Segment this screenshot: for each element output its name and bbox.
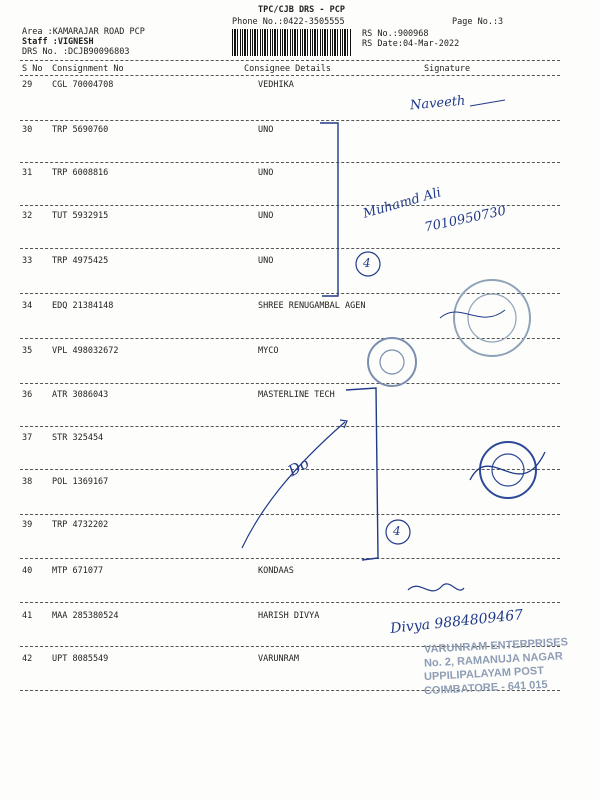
row-sno: 32 [22, 211, 33, 221]
row-sno: 29 [22, 80, 33, 90]
signature-divya: Divya 9884809467 [389, 607, 524, 637]
row-consignee: KONDAAS [258, 566, 294, 576]
masterline-stamp-inner [492, 454, 524, 486]
col-signature: Signature [424, 64, 471, 74]
rs-date: RS Date:04-Mar-2022 [362, 39, 460, 49]
row-sno: 39 [22, 520, 33, 530]
row-consignee: UNO [258, 256, 274, 266]
col-consignment: Consignment No [52, 64, 124, 74]
row-consignment: TRP 4732202 [52, 520, 109, 530]
row-consignee: HARISH DIVYA [258, 611, 320, 621]
drs-number: DRS No. :DCJB90096803 [22, 47, 130, 57]
masterline-stamp-icon [480, 442, 536, 498]
row-consignment: STR 325454 [52, 433, 104, 443]
row-consignment: POL 1369167 [52, 477, 109, 487]
row-consignment: TRP 5690760 [52, 125, 109, 135]
rs-number: RS No.:900968 [362, 29, 429, 39]
row-consignment: MAA 285380524 [52, 611, 119, 621]
area-label: Area :KAMARAJAR ROAD PCP [22, 27, 145, 37]
phone-uno: 7010950730 [423, 203, 508, 236]
page-number: Page No.:3 [452, 17, 504, 27]
myco-stamp-icon [368, 338, 416, 386]
bracket-line [320, 123, 338, 296]
row-sno: 40 [22, 566, 33, 576]
col-sno: S No [22, 64, 43, 74]
ditto-mark: Do [284, 453, 313, 481]
row-consignment: UPT 8085549 [52, 654, 109, 664]
signature-underline [470, 100, 505, 106]
row-sno: 36 [22, 390, 33, 400]
signature-naveeth: Naveeth [409, 93, 467, 114]
row-consignment: TUT 5932915 [52, 211, 109, 221]
signature-uno: Muhamd Ali [361, 185, 443, 222]
row-consignment: VPL 498032672 [52, 346, 119, 356]
row-consignee: UNO [258, 168, 274, 178]
phone-number: Phone No.:0422-3505555 [232, 17, 345, 27]
myco-stamp-inner [380, 350, 404, 374]
row-sno: 34 [22, 301, 33, 311]
bracket-line [346, 388, 378, 560]
stamp-line-1: VARUNRAM ENTERPRISES [423, 636, 569, 656]
row-consignment: CGL 70004708 [52, 80, 114, 90]
row-consignee: UNO [258, 211, 274, 221]
row-sno: 38 [22, 477, 33, 487]
row-sno: 41 [22, 611, 33, 621]
row-consignment: EDQ 21384148 [52, 301, 114, 311]
stamp-line-3: UPPILIPALAYAM POST [423, 664, 545, 684]
row-consignee: VARUNRAM [258, 654, 299, 664]
row-consignee: SHREE RENUGAMBAL AGEN [258, 301, 366, 311]
ditto-arrow [242, 422, 345, 548]
row-sno: 31 [22, 168, 33, 178]
row-sno: 30 [22, 125, 33, 135]
count-masterline: 4 [393, 524, 401, 538]
row-consignment: ATR 3086043 [52, 390, 109, 400]
staff-label: Staff :VIGNESH [22, 37, 94, 47]
renugambal-stamp-inner [468, 294, 516, 342]
row-consignee: UNO [258, 125, 274, 135]
row-consignment: MTP 671077 [52, 566, 104, 576]
document-title: TPC/CJB DRS - PCP [258, 5, 345, 15]
renugambal-signature [440, 310, 505, 318]
row-sno: 33 [22, 256, 33, 266]
row-consignee: MASTERLINE TECH [258, 390, 335, 400]
row-consignment: TRP 4975425 [52, 256, 109, 266]
stamp-line-4: COIMBATORE - 641 015 [423, 678, 548, 698]
row-consignment: TRP 6008816 [52, 168, 109, 178]
row-sno: 42 [22, 654, 33, 664]
col-consignee: Consignee Details [244, 64, 331, 74]
renugambal-stamp-icon [454, 280, 530, 356]
row-sno: 37 [22, 433, 33, 443]
row-sno: 35 [22, 346, 33, 356]
stamp-line-2: No. 2, RAMANUJA NAGAR [423, 650, 564, 670]
count-uno: 4 [363, 256, 371, 270]
kondaas-signature [408, 584, 464, 591]
row-consignee: MYCO [258, 346, 279, 356]
row-consignee: VEDHIKA [258, 80, 294, 90]
